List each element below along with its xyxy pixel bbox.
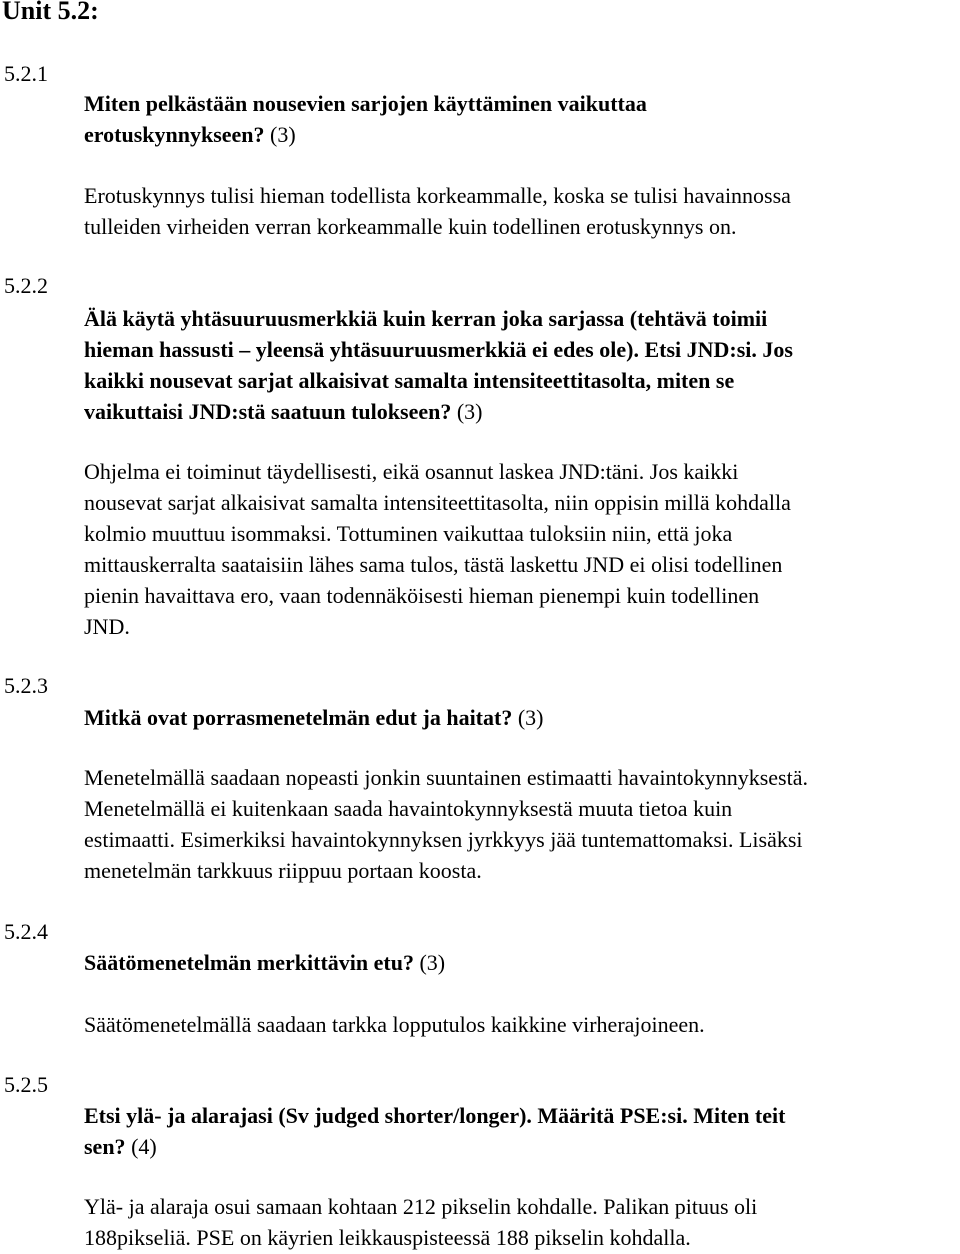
question-5-2-4: [84, 947, 445, 978]
section-number-5-2-3: 5.2.3: [4, 673, 48, 698]
question-text: sen?: [84, 1134, 126, 1159]
answer-line: Ohjelma ei toiminut täydellisesti, eikä osannut laskea JND:täni. Jos kaikki: [84, 459, 739, 484]
section-number-5-2-4: 5.2.4: [4, 919, 48, 944]
answer-line: 188pikseliä. PSE on käyrien leikkauspisteessä 188 pikselin kohdalla.: [84, 1225, 691, 1250]
answer-5-2-3: [84, 762, 808, 886]
question-text: Miten pelkästään nousevien sarjojen käyttäminen vaikuttaa: [84, 91, 647, 116]
answer-line: tulleiden virheiden verran korkeammalle kuin todellinen erotuskynnys on.: [84, 214, 737, 239]
question-text: Etsi ylä- ja alarajasi (Sv judged shorter/longer). Määritä PSE:si. Miten teit: [84, 1103, 786, 1128]
question-5-2-1: [84, 88, 647, 150]
answer-line: Säätömenetelmällä saadaan tarkka lopputulos kaikkine virherajoineen.: [84, 1012, 705, 1037]
question-text: hieman hassusti – yleensä yhtäsuuruusmerkkiä ei edes ole). Etsi JND:si. Jos: [84, 337, 793, 362]
answer-line: pienin havaittava ero, vaan todennäköisesti hieman pienempi kuin todellinen: [84, 583, 760, 608]
answer-line: estimaatti. Esimerkiksi havaintokynnyksen jyrkkyys jää tuntemattomaksi. Lisäksi: [84, 827, 803, 852]
question-text: kaikki nousevat sarjat alkaisivat samalta intensiteettitasolta, miten se: [84, 368, 735, 393]
answer-5-2-1: [84, 180, 791, 242]
points: (3): [413, 950, 446, 975]
unit-title: Unit 5.2:: [2, 0, 99, 25]
question-text: Mitkä ovat porrasmenetelmän edut ja haitat?: [84, 705, 513, 730]
answer-line: Menetelmällä saadaan nopeasti jonkin suuntainen estimaatti havaintokynnyksestä.: [84, 765, 808, 790]
answer-line: Ylä- ja alaraja osui samaan kohtaan 212 pikselin kohdalle. Palikan pituus oli: [84, 1194, 758, 1219]
question-text: erotuskynnykseen?: [84, 122, 265, 147]
question-5-2-2: [84, 303, 793, 427]
answer-5-2-2: [84, 456, 791, 642]
question-5-2-5: [84, 1100, 785, 1162]
points: (3): [451, 399, 483, 424]
answer-line: JND.: [84, 614, 130, 639]
section-number-5-2-5: 5.2.5: [4, 1072, 48, 1097]
answer-line: Menetelmällä ei kuitenkaan saada havaintokynnyksestä muuta tietoa kuin: [84, 796, 733, 821]
answer-5-2-4: [84, 1009, 705, 1040]
question-text: Älä käytä yhtäsuuruusmerkkiä kuin kerran joka sarjassa (tehtävä toimii: [84, 306, 768, 331]
answer-line: mittauskerralta saataisiin lähes sama tulos, tästä laskettu JND ei olisi todellinen: [84, 552, 783, 577]
answer-line: kolmio muuttuu isommaksi. Tottuminen vaikuttaa tuloksiin niin, että joka: [84, 521, 733, 546]
question-text: Säätömenetelmän merkittävin etu?: [84, 950, 414, 975]
question-text: vaikuttaisi JND:stä saatuun tulokseen?: [84, 399, 452, 424]
answer-line: menetelmän tarkkuus riippuu portaan koosta.: [84, 858, 482, 883]
points: (3): [512, 705, 544, 730]
section-number-5-2-2: 5.2.2: [4, 273, 48, 298]
points: (4): [125, 1134, 157, 1159]
answer-line: nousevat sarjat alkaisivat samalta intensiteettitasolta, niin oppisin millä kohdalla: [84, 490, 791, 515]
answer-line: Erotuskynnys tulisi hieman todellista korkeammalle, koska se tulisi havainnossa: [84, 183, 791, 208]
question-5-2-3: [84, 702, 544, 733]
answer-5-2-5: [84, 1191, 757, 1253]
section-number-5-2-1: 5.2.1: [4, 61, 48, 86]
points: (3): [264, 122, 296, 147]
